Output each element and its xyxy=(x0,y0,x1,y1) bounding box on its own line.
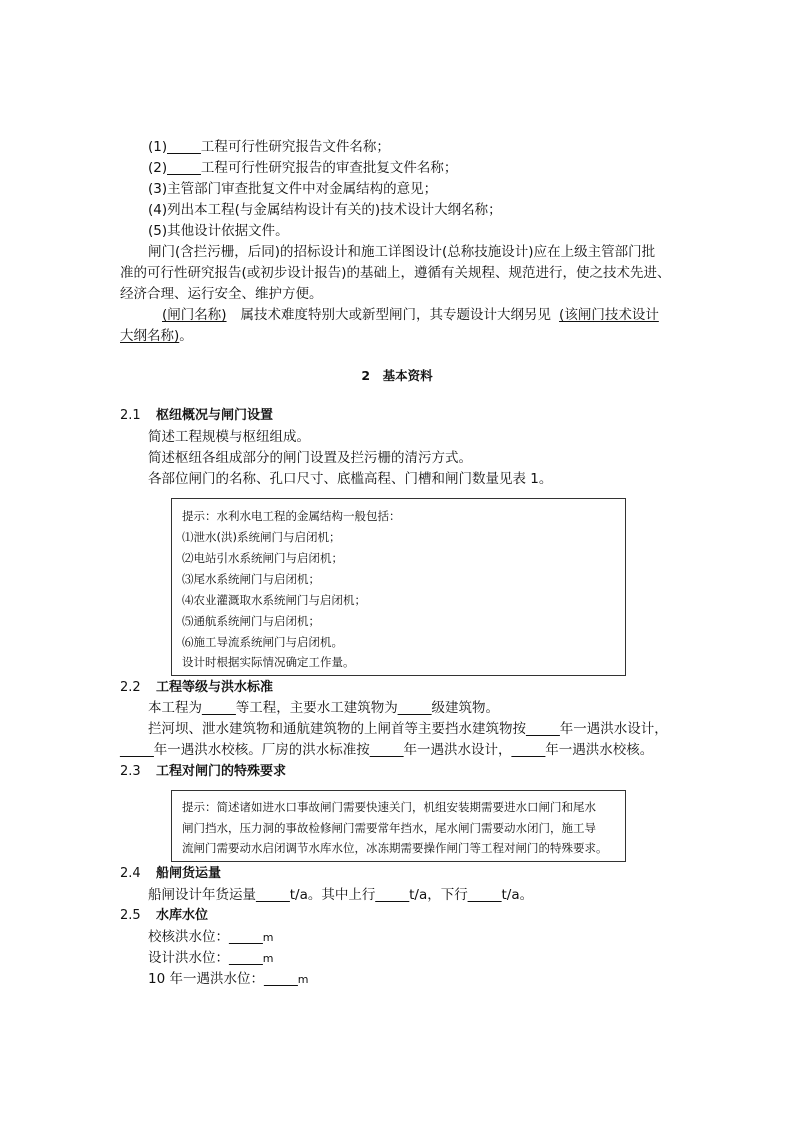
subsection-title: 枢纽概况与闸门设置 xyxy=(156,408,274,423)
list-item xyxy=(148,200,502,220)
water-level-item xyxy=(148,927,273,948)
subsection-title: 工程等级与洪水标准 xyxy=(156,680,274,695)
fill-blank: _____ xyxy=(167,139,201,155)
list-number: (4) xyxy=(148,202,168,218)
paragraph-text: 属技术难度特别大或新型闸门，其专题设计大纲另见 xyxy=(240,307,552,323)
fill-blank: _____ xyxy=(229,929,263,945)
list-number: (5) xyxy=(148,223,168,239)
subsection-heading xyxy=(120,678,273,698)
list-text: 主管部门审查批复文件中对金属结构的意见； xyxy=(167,181,438,197)
item-label: 设计洪水位： xyxy=(148,950,229,966)
paragraph-text: 年一遇洪水设计， xyxy=(559,721,668,737)
tip-text: 流闸门需要动水启闭调节水库水位，冰冻期需要操作闸门等工程对闸门的特殊要求。 xyxy=(182,841,608,855)
list-item xyxy=(148,158,457,178)
paragraph-line: 简述枢纽各组成部分的闸门设置及拦污栅的清污方式。 xyxy=(148,450,472,466)
fill-blank: _____ xyxy=(369,742,404,758)
item-label: 10 年一遇洪水位： xyxy=(148,971,264,987)
paragraph-line xyxy=(162,305,659,325)
paragraph-line xyxy=(148,719,668,739)
paragraph-text: 年一遇洪水设计， xyxy=(403,742,512,758)
paragraph-line xyxy=(148,885,533,905)
subsection-title: 水库水位 xyxy=(156,908,209,923)
list-item xyxy=(148,221,289,241)
tip-text: ⑸通航系统闸门与启闭机； xyxy=(182,614,320,628)
tip-text: 设计时根据实际情况确定工作量。 xyxy=(182,655,355,669)
paragraph-line: 闸门(含拦污栅，后同)的招标设计和施工详图设计(总称技施设计)应在上级主管部门批 xyxy=(148,244,656,260)
fill-blank: _____ xyxy=(467,887,502,903)
fill-blank: _____ xyxy=(375,887,410,903)
fill-blank: _____ xyxy=(526,721,560,737)
paragraph-text: 拦河坝、泄水建筑物和通航建筑物的上闸首等主要挡水建筑物按 xyxy=(148,721,526,737)
tip-text: ⑶尾水系统闸门与启闭机； xyxy=(182,572,320,586)
paragraph-text: 等工程，主要水工建筑物为 xyxy=(235,700,398,716)
paragraph-text: 级建筑物。 xyxy=(431,700,499,716)
paragraph-text: 年一遇洪水校核。 xyxy=(545,742,654,758)
fill-blank: _____ xyxy=(263,971,298,987)
outline-name-placeholder: (该闸门技术设计 xyxy=(559,307,659,323)
list-number: (2) xyxy=(148,160,168,176)
list-text: 其他设计依据文件。 xyxy=(167,223,289,239)
paragraph-text: t/a，下行 xyxy=(409,887,468,903)
paragraph-line: 经济合理、运行安全、维护方便。 xyxy=(120,286,323,302)
fill-blank: _____ xyxy=(229,950,263,966)
paragraph-text: t/a。其中上行 xyxy=(289,887,376,903)
fill-blank: _____ xyxy=(202,700,236,716)
water-level-item xyxy=(148,969,308,990)
fill-blank: _____ xyxy=(256,887,290,903)
fill-blank: _____ xyxy=(120,742,154,758)
paragraph-text: 本工程为 xyxy=(148,700,202,716)
paragraph-text: 船闸设计年货运量 xyxy=(148,887,256,903)
gate-name-placeholder: (闸门名称) xyxy=(162,307,227,323)
subsection-title: 工程对闸门的特殊要求 xyxy=(156,764,287,779)
tip-box xyxy=(171,498,626,676)
paragraph-line xyxy=(120,326,193,346)
paragraph-line: 各部位闸门的名称、孔口尺寸、底槛高程、门槽和闸门数量见表 1。 xyxy=(148,471,553,487)
paragraph-text: 年一遇洪水校核。厂房的洪水标准按 xyxy=(153,742,370,758)
subsection-number: 2.5 xyxy=(120,908,141,923)
subsection-number: 2.1 xyxy=(120,408,141,423)
subsection-title: 船闸货运量 xyxy=(156,866,222,881)
subsection-number: 2.2 xyxy=(120,680,141,695)
list-text: 工程可行性研究报告文件名称； xyxy=(200,139,390,155)
unit-label: m xyxy=(297,973,309,986)
tip-text: ⑹施工导流系统闸门与启闭机。 xyxy=(182,635,343,649)
subsection-number: 2.3 xyxy=(120,764,141,779)
list-number: (1) xyxy=(148,139,168,155)
list-number: (3) xyxy=(148,181,168,197)
list-text: 工程可行性研究报告的审查批复文件名称； xyxy=(200,160,458,176)
unit-label: m xyxy=(262,931,274,944)
list-text: 列出本工程(与金属结构设计有关的)技术设计大纲名称； xyxy=(167,202,502,218)
fill-blank: _____ xyxy=(167,160,201,176)
paragraph-line xyxy=(148,698,499,718)
paragraph-text: 。 xyxy=(179,328,193,344)
subsection-number: 2.4 xyxy=(120,866,141,881)
tip-text: 提示：简述诸如进水口事故闸门需要快速关门，机组安装期需要进水口闸门和尾水 xyxy=(182,800,596,814)
section-title: 2 基本资料 xyxy=(361,368,433,383)
paragraph-line: 准的可行性研究报告(或初步设计报告)的基础上，遵循有关规程、规范进行，使之技术先进、 xyxy=(120,265,671,281)
paragraph-line xyxy=(120,740,653,760)
paragraph-line: 简述工程规模与枢纽组成。 xyxy=(148,429,310,445)
tip-text: ⑷农业灌溉取水系统闸门与启闭机； xyxy=(182,593,366,607)
fill-blank: _____ xyxy=(397,700,432,716)
list-item xyxy=(148,137,390,157)
tip-box xyxy=(171,790,626,862)
tip-text: 闸门挡水，压力洞的事故检修闸门需要常年挡水，尾水闸门需要动水闭门，施工导 xyxy=(182,821,596,835)
outline-name-placeholder: 大纲名称) xyxy=(120,328,180,344)
fill-blank: _____ xyxy=(511,742,546,758)
item-label: 校核洪水位： xyxy=(148,929,229,945)
list-item xyxy=(148,179,437,199)
subsection-heading xyxy=(120,864,221,884)
tip-text: ⑴泄水(洪)系统闸门与启闭机； xyxy=(182,530,341,544)
paragraph-text: t/a。 xyxy=(501,887,534,903)
unit-label: m xyxy=(262,952,274,965)
subsection-heading xyxy=(120,406,273,426)
subsection-heading xyxy=(120,762,286,782)
tip-text: ⑵电站引水系统闸门与启闭机； xyxy=(182,551,343,565)
tip-text: 提示：水利水电工程的金属结构一般包括： xyxy=(182,509,401,523)
water-level-item xyxy=(148,948,273,969)
subsection-heading xyxy=(120,906,208,926)
